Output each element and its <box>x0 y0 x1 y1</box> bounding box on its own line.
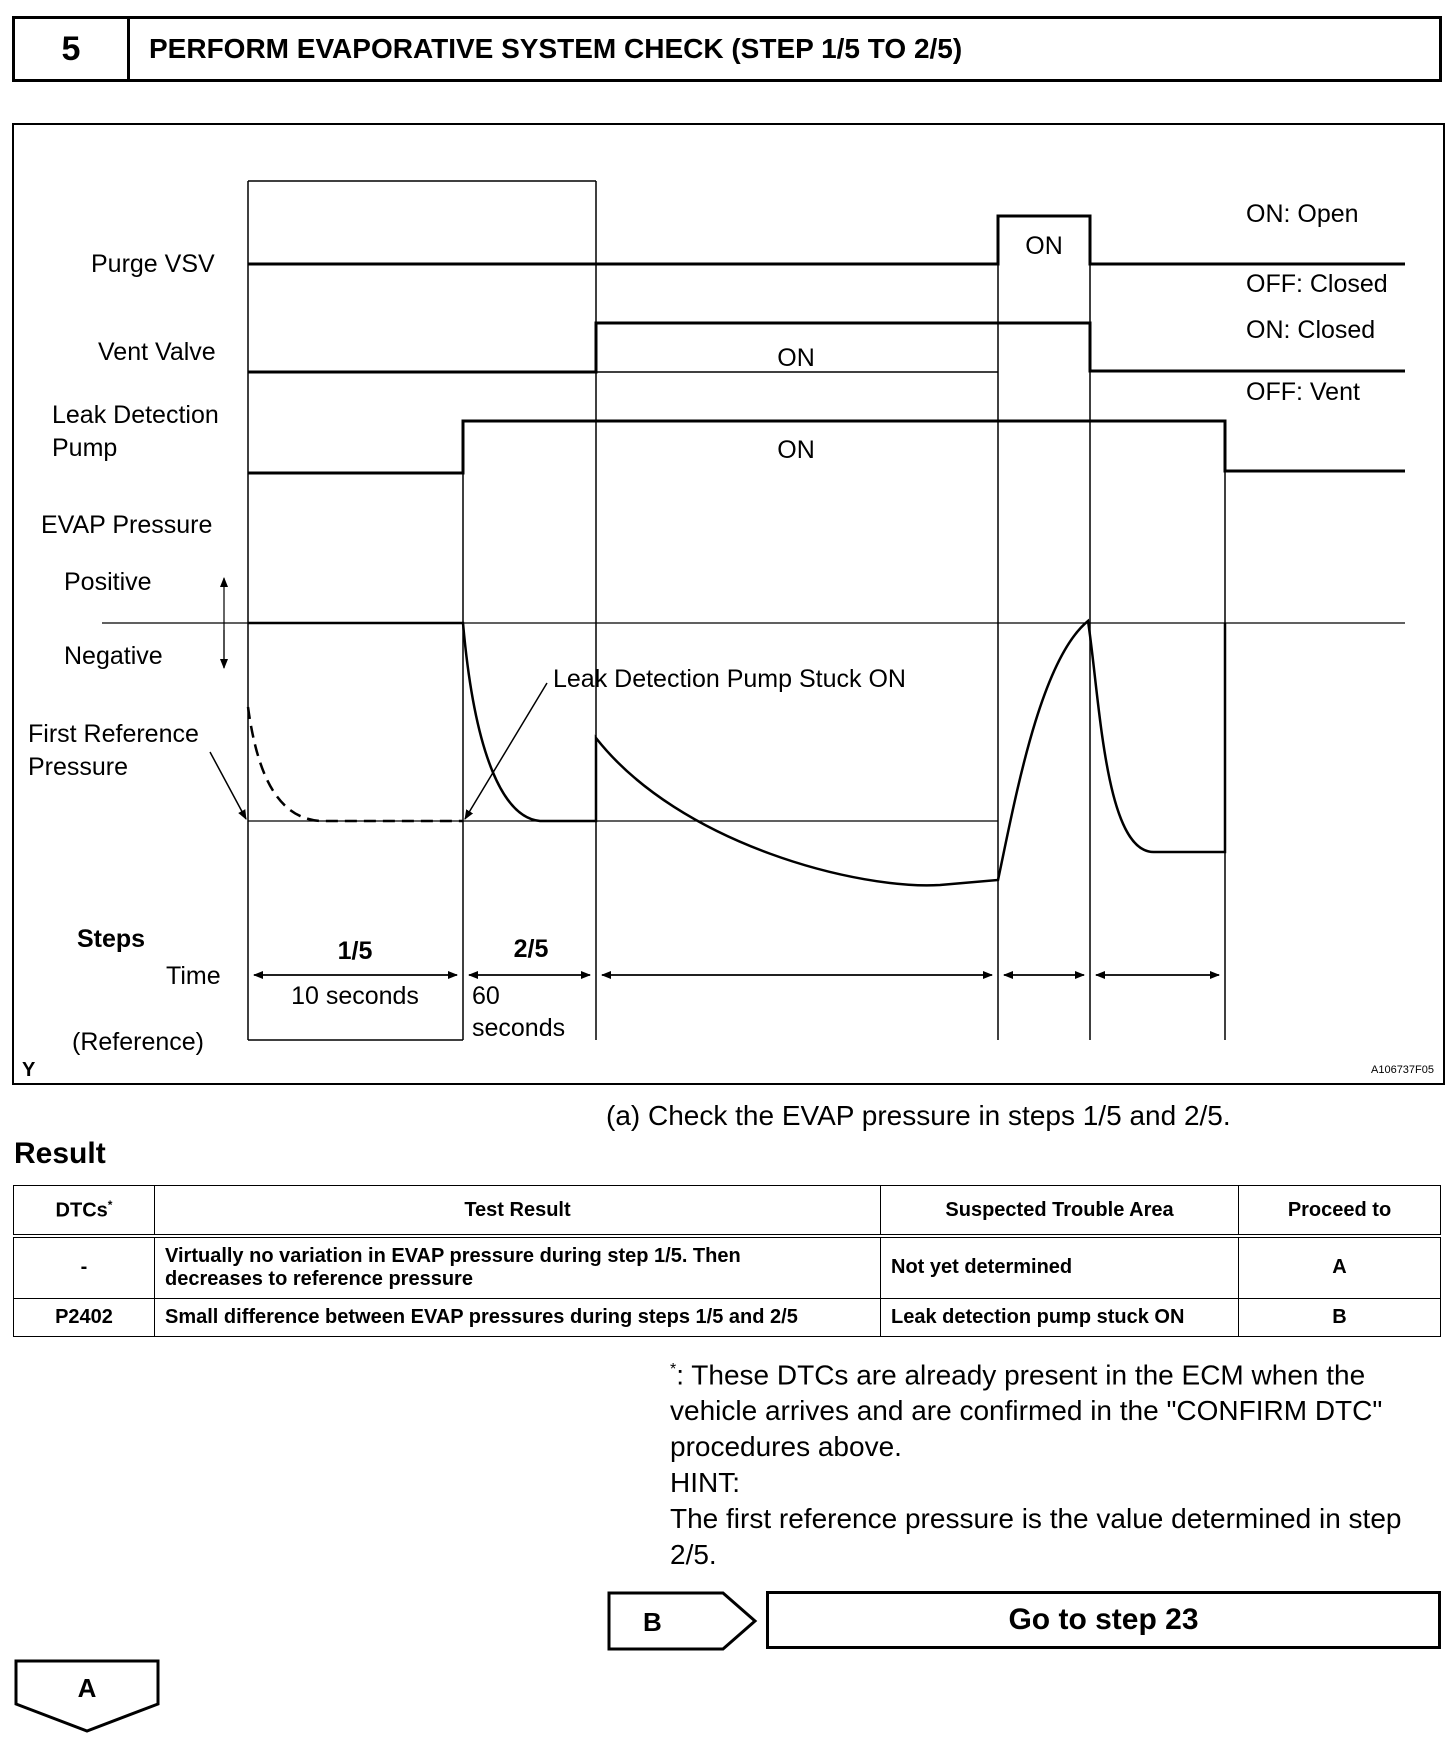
area-cell: Leak detection pump stuck ON <box>881 1298 1239 1336</box>
pump-stuck-annotation: Leak Detection Pump Stuck ON <box>553 665 906 693</box>
purge-on-open-label: ON: Open <box>1246 200 1359 228</box>
step-title: PERFORM EVAPORATIVE SYSTEM CHECK (STEP 1/5 TO 2/5) <box>149 33 963 64</box>
go-to-step-box[interactable]: Go to step 23 <box>766 1591 1441 1649</box>
step2-duration-1: 60 <box>472 982 500 1010</box>
step1-label: 1/5 <box>337 937 373 965</box>
header-area: Suspected Trouble Area <box>881 1186 1239 1237</box>
vent-valve-signal <box>248 323 1405 372</box>
first-ref-label-1: First Reference <box>28 720 199 748</box>
footnote: *: These DTCs are already present in the ECM when the vehicle arrives and are confirmed in the "CONFIRM DTC" procedures above. <box>670 1359 1383 1463</box>
step-number: 5 <box>15 19 130 79</box>
leak-pump-label-1: Leak Detection <box>52 401 219 429</box>
purge-vsv-signal <box>248 216 1405 264</box>
header-dtcs: DTCs* <box>14 1186 155 1237</box>
table-row <box>14 1236 1441 1298</box>
evap-pressure-curve <box>248 621 1225 885</box>
dtc-cell: P2402 <box>14 1298 155 1336</box>
proceed-cell: A <box>1239 1236 1441 1298</box>
leak-pump-signal <box>248 421 1405 473</box>
b-label: B <box>643 1607 662 1637</box>
purge-on-label: ON <box>1025 232 1063 260</box>
dtc-cell: - <box>14 1236 155 1298</box>
a-label: A <box>77 1673 97 1703</box>
time-label: Time <box>166 962 221 990</box>
table-row <box>14 1298 1441 1336</box>
purge-off-closed-label: OFF: Closed <box>1246 270 1388 298</box>
step1-duration: 10 seconds <box>291 982 419 1010</box>
positive-label: Positive <box>64 568 152 596</box>
steps-label: Steps <box>77 925 146 953</box>
result-heading: Result <box>14 1137 106 1170</box>
negative-label: Negative <box>64 642 163 670</box>
test-result-cell: Small difference between EVAP pressures during steps 1/5 and 2/5 <box>155 1298 881 1336</box>
reference-label: (Reference) <box>72 1028 204 1056</box>
vent-valve-label: Vent Valve <box>98 338 216 366</box>
step2-duration-2: seconds <box>472 1014 566 1042</box>
vent-on-closed-label: ON: Closed <box>1246 316 1376 344</box>
vent-off-vent-label: OFF: Vent <box>1246 378 1360 406</box>
header-proceed: Proceed to <box>1239 1186 1441 1237</box>
hint-label: HINT: <box>670 1467 740 1499</box>
leak-pump-label-2: Pump <box>52 434 118 462</box>
check-instruction: (a) Check the EVAP pressure in steps 1/5 and 2/5. <box>606 1100 1231 1131</box>
step2-label: 2/5 <box>513 935 549 963</box>
first-ref-label-2: Pressure <box>28 753 129 781</box>
evap-pressure-label: EVAP Pressure <box>41 511 213 539</box>
proceed-cell: B <box>1239 1298 1441 1336</box>
pump-on-label: ON <box>777 436 815 464</box>
footnote-block <box>670 1352 1440 1573</box>
hint-text: The first reference pressure is the value determined in step 2/5. <box>670 1503 1402 1571</box>
test-result-cell: Virtually no variation in EVAP pressure during step 1/5. Then decreases to reference pressure <box>155 1236 881 1298</box>
time-dividers <box>248 181 1225 1040</box>
purge-vsv-label: Purge VSV <box>91 250 215 278</box>
table-header-row <box>14 1186 1441 1237</box>
area-cell: Not yet determined <box>881 1236 1239 1298</box>
result-table <box>13 1185 1441 1337</box>
corner-mark: Y <box>22 1059 36 1081</box>
figure-id: A106737F05 <box>1371 1064 1434 1076</box>
header-test-result: Test Result <box>155 1186 881 1237</box>
b-arrow-box <box>609 1593 755 1649</box>
first-reference-curve <box>248 707 463 821</box>
vent-on-label: ON <box>777 344 815 372</box>
